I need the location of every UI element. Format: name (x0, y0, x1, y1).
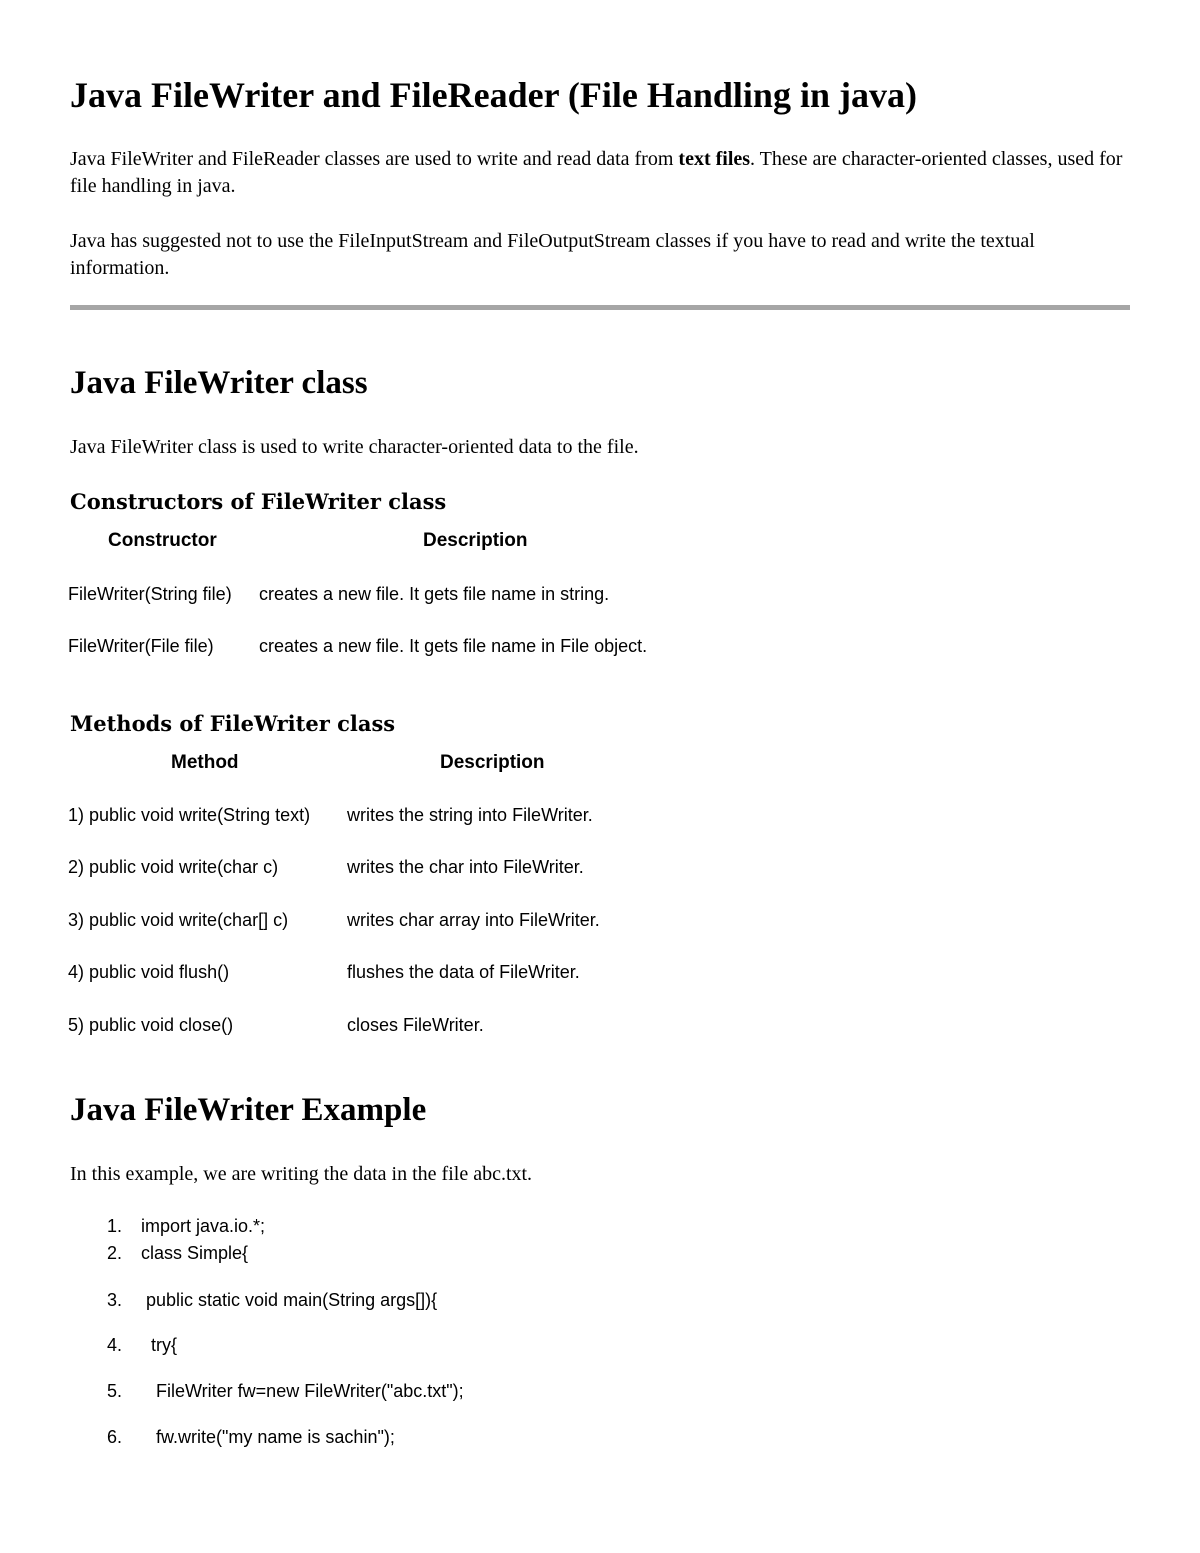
constructors-col-constructor: Constructor (108, 530, 217, 551)
method-signature: 4) public void flush() (68, 962, 230, 982)
constructors-col-description: Description (423, 530, 528, 551)
method-signature: 5) public void close() (68, 1015, 234, 1035)
constructor-signature: FileWriter(String file) (68, 584, 232, 604)
methods-col-description: Description (440, 752, 545, 773)
line-number: 2. (106, 1243, 122, 1263)
line-number: 4. (106, 1335, 122, 1355)
line-number: 5. (106, 1381, 122, 1401)
method-description: writes the char into FileWriter. (347, 857, 584, 877)
code-text: try{ (141, 1335, 178, 1355)
filewriter-description: Java FileWriter class is used to write character-oriented data to the file. (70, 436, 639, 458)
constructor-description: creates a new file. It gets file name in File object. (259, 636, 648, 656)
method-description: flushes the data of FileWriter. (347, 962, 580, 982)
methods-heading: Methods of FileWriter class (70, 711, 396, 736)
method-description: writes char array into FileWriter. (347, 910, 600, 930)
code-text: FileWriter fw=new FileWriter("abc.txt"); (141, 1381, 464, 1401)
code-text: import java.io.*; (141, 1216, 266, 1236)
method-signature: 3) public void write(char[] c) (68, 910, 289, 930)
code-text: fw.write("my name is sachin"); (141, 1427, 395, 1447)
intro-text-bold: text files (678, 148, 751, 170)
page-title: Java FileWriter and FileReader (File Handling in java) (70, 75, 917, 115)
constructor-signature: FileWriter(File file) (68, 636, 214, 656)
example-description: In this example, we are writing the data in the file abc.txt. (70, 1163, 533, 1185)
intro-text-end: . These are character-oriented classes, used for file handling in java. (70, 148, 1123, 197)
section-divider (70, 305, 1130, 310)
filewriter-section-title: Java FileWriter class (70, 365, 368, 401)
example-section-title: Java FileWriter Example (70, 1092, 427, 1128)
method-signature: 2) public void write(char c) (68, 857, 279, 877)
method-description: closes FileWriter. (347, 1015, 484, 1035)
code-text: class Simple{ (141, 1243, 249, 1263)
line-number: 1. (106, 1216, 122, 1236)
constructor-description: creates a new file. It gets file name in string. (259, 584, 610, 604)
intro-text-start: Java FileWriter and FileReader classes are used to write and read data from (70, 148, 679, 170)
line-number: 6. (106, 1427, 122, 1447)
constructors-heading: Constructors of FileWriter class (70, 489, 447, 514)
code-text: public static void main(String args[]){ (141, 1290, 438, 1310)
method-description: writes the string into FileWriter. (347, 805, 593, 825)
intro-paragraph-2: Java has suggested not to use the FileInputStream and FileOutputStream classes if you have to read and write the textual information. (70, 230, 1035, 279)
line-number: 3. (106, 1290, 122, 1310)
intro-paragraph-1 (70, 146, 1130, 200)
methods-col-method: Method (171, 752, 239, 773)
method-signature: 1) public void write(String text) (68, 805, 311, 825)
